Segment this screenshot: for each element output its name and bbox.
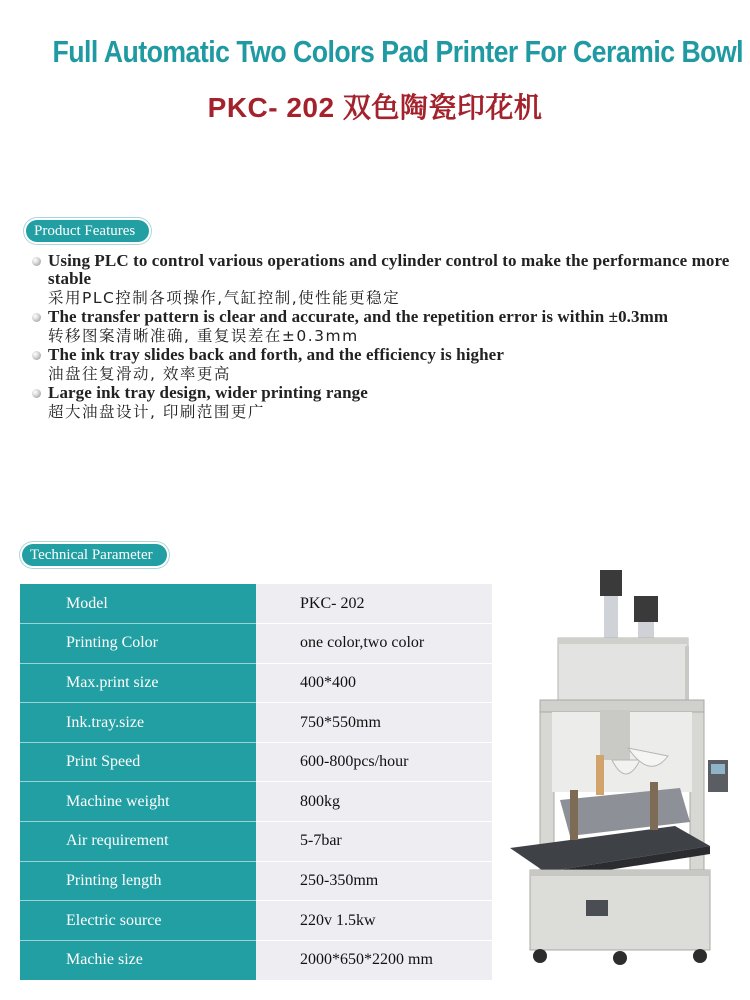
feature-text-cn: 转移图案清晰准确, 重复误差在±0.3mm bbox=[48, 327, 359, 345]
param-value: 600-800pcs/hour bbox=[256, 742, 492, 782]
param-label: Model bbox=[20, 584, 256, 624]
param-value: 750*550mm bbox=[256, 703, 492, 743]
param-label: Electric source bbox=[20, 901, 256, 941]
param-value: 400*400 bbox=[256, 663, 492, 703]
bullet-icon bbox=[32, 313, 41, 322]
table-row bbox=[20, 624, 492, 664]
table-row bbox=[20, 663, 492, 703]
param-label: Print Speed bbox=[20, 742, 256, 782]
table-row bbox=[20, 901, 492, 941]
param-label: Machie size bbox=[20, 940, 256, 980]
table-row bbox=[20, 584, 492, 624]
param-label: Air requirement bbox=[20, 822, 256, 862]
technical-parameter-heading: Technical Parameter bbox=[22, 544, 167, 566]
feature-item bbox=[30, 384, 745, 422]
table-row bbox=[20, 742, 492, 782]
feature-item bbox=[30, 346, 745, 384]
param-label: Machine weight bbox=[20, 782, 256, 822]
table-row bbox=[20, 861, 492, 901]
param-value: 5-7bar bbox=[256, 822, 492, 862]
feature-text-en: Large ink tray design, wider printing range bbox=[48, 383, 368, 402]
bullet-icon bbox=[32, 257, 41, 266]
feature-text-cn: 油盘往复滑动, 效率更高 bbox=[48, 365, 231, 383]
page-title: Full Automatic Two Colors Pad Printer For Ceramic Bowl bbox=[52, 34, 744, 69]
feature-text-en: The transfer pattern is clear and accurate, and the repetition error is within ±0.3mm bbox=[48, 307, 669, 326]
bullet-icon bbox=[32, 389, 41, 398]
bullet-icon bbox=[32, 351, 41, 360]
feature-text-cn: 超大油盘设计, 印刷范围更广 bbox=[48, 403, 265, 421]
param-value: 2000*650*2200 mm bbox=[256, 940, 492, 980]
param-value: 800kg bbox=[256, 782, 492, 822]
feature-text-en: Using PLC to control various operations and cylinder control to make the performance more stable bbox=[48, 251, 730, 288]
param-value: PKC- 202 bbox=[256, 584, 492, 624]
param-label: Ink.tray.size bbox=[20, 703, 256, 743]
machine-photo bbox=[500, 560, 745, 970]
parameter-table bbox=[20, 584, 492, 980]
table-row bbox=[20, 940, 492, 980]
table-row bbox=[20, 703, 492, 743]
param-label: Max.print size bbox=[20, 663, 256, 703]
param-label: Printing length bbox=[20, 861, 256, 901]
feature-text-cn: 采用PLC控制各项操作,气缸控制,使性能更稳定 bbox=[48, 289, 401, 307]
feature-text-en: The ink tray slides back and forth, and the efficiency is higher bbox=[48, 345, 504, 364]
param-label: Printing Color bbox=[20, 624, 256, 664]
feature-item bbox=[30, 308, 745, 346]
table-row bbox=[20, 782, 492, 822]
features-list bbox=[30, 252, 745, 422]
page-subtitle: PKC- 202 双色陶瓷印花机 bbox=[207, 92, 543, 123]
table-row bbox=[20, 822, 492, 862]
feature-item bbox=[30, 252, 745, 308]
param-value: 250-350mm bbox=[256, 861, 492, 901]
param-value: 220v 1.5kw bbox=[256, 901, 492, 941]
product-features-heading: Product Features bbox=[26, 220, 149, 242]
param-value: one color,two color bbox=[256, 624, 492, 664]
